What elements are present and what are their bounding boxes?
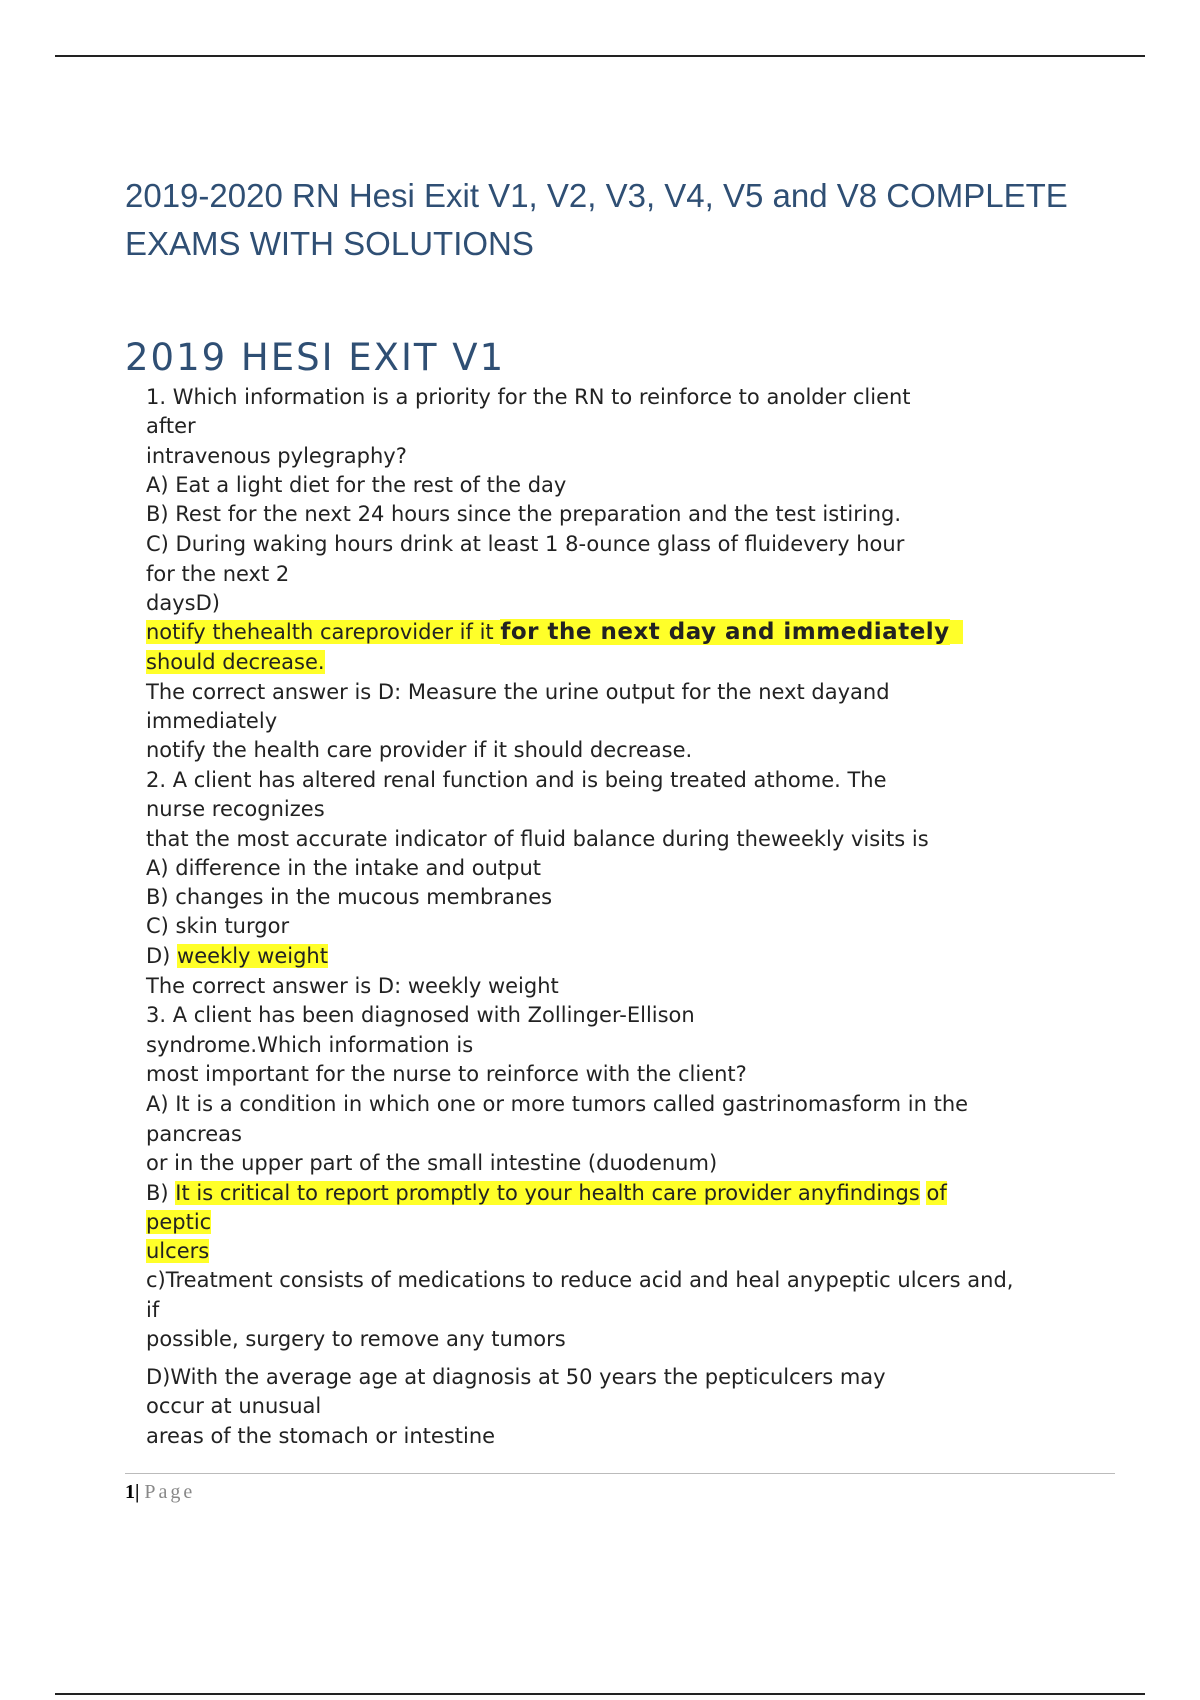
- question-3-option-a-cont: or in the upper part of the small intestine (duodenum): [146, 1151, 718, 1175]
- question-3-stem-cont: most important for the nurse to reinforce with the client?: [146, 1062, 747, 1086]
- question-1-stem: 1. Which information is a priority for the RN to reinforce to anolder client: [146, 385, 911, 409]
- highlighted-text: notify the: [146, 620, 247, 644]
- highlighted-text: peptic: [146, 1210, 212, 1234]
- question-2-option-c: C) skin turgor: [146, 914, 290, 938]
- question-2-answer: The correct answer is D: weekly weight: [146, 974, 559, 998]
- question-3-option-a-cont: pancreas: [146, 1122, 242, 1146]
- footer-rule: [125, 1473, 1115, 1474]
- option-label: B): [146, 1181, 176, 1205]
- question-1-option-d-cont: [146, 648, 325, 677]
- question-3-option-c-cont: possible, surgery to remove any tumors: [146, 1327, 566, 1351]
- question-3-option-a: A) It is a condition in which one or more tumors called gastrinomasform in the: [146, 1092, 969, 1116]
- question-3-option-b-cont: [146, 1208, 211, 1237]
- question-3-stem: 3. A client has been diagnosed with Zollinger-Ellison: [146, 1003, 695, 1027]
- page-separator: |: [135, 1481, 140, 1503]
- question-1-option-c: C) During waking hours drink at least 1 8-ounce glass of fluidevery hour: [146, 532, 905, 556]
- page-footer: [125, 1478, 195, 1506]
- question-1-option-c-cont: for the next 2: [146, 562, 290, 586]
- highlighted-text: provider if it: [365, 620, 501, 644]
- question-3-option-d: D)With the average age at diagnosis at 50 years the pepticulcers may: [146, 1365, 886, 1389]
- highlight-padding: [950, 620, 963, 644]
- question-2-stem-cont: that the most accurate indicator of fluid balance during theweekly visits is: [146, 827, 929, 851]
- highlighted-text: should decrease.: [146, 650, 325, 674]
- question-1-answer: The correct answer is D: Measure the urine output for the next dayand: [146, 680, 890, 704]
- question-3-option-b: [146, 1179, 947, 1208]
- page-number: 1: [125, 1481, 135, 1503]
- question-1-option-b: B) Rest for the next 24 hours since the preparation and the test istiring.: [146, 502, 902, 526]
- question-1-option-d-highlighted: [146, 618, 963, 647]
- highlighted-bold-text: for the next day and immediately: [500, 619, 950, 645]
- bottom-rule: [55, 1693, 1145, 1695]
- highlighted-text: It is critical to report promptly to your health care provider anyfindings: [175, 1181, 920, 1205]
- question-1-answer-cont: immediately: [146, 709, 278, 733]
- question-2-stem: 2. A client has altered renal function and is being treated athome. The: [146, 768, 887, 792]
- question-3-option-c-cont: if: [146, 1298, 160, 1322]
- highlighted-text: health care: [246, 620, 366, 644]
- highlighted-text: weekly weight: [177, 944, 328, 968]
- document-title: 2019-2020 RN Hesi Exit V1, V2, V3, V4, V5 and V8 COMPLETE EXAMS WITH SOLUTIONS: [125, 177, 1068, 262]
- page-label: Page: [144, 1481, 196, 1503]
- question-2-option-b: B) changes in the mucous membranes: [146, 885, 553, 909]
- option-label: D): [146, 944, 178, 968]
- question-2-option-a: A) difference in the intake and output: [146, 856, 541, 880]
- question-1-stem-cont: after: [146, 414, 196, 438]
- question-1-answer-cont: notify the health care provider if it should decrease.: [146, 738, 693, 762]
- highlighted-text: of: [926, 1181, 947, 1205]
- question-3-option-c: c)Treatment consists of medications to reduce acid and heal anypeptic ulcers and,: [146, 1268, 1014, 1292]
- question-3-option-d-cont: occur at unusual: [146, 1394, 322, 1418]
- question-2-stem-cont: nurse recognizes: [146, 797, 325, 821]
- question-1-option-d-label: daysD): [146, 591, 220, 615]
- top-rule: [55, 55, 1145, 57]
- question-3-option-d-cont: areas of the stomach or intestine: [146, 1424, 496, 1448]
- question-1-option-a: A) Eat a light diet for the rest of the day: [146, 473, 567, 497]
- question-2-option-d: [146, 942, 328, 971]
- question-3-stem-cont: syndrome.Which information is: [146, 1033, 474, 1057]
- section-heading: 2019 HESI EXIT V1: [125, 336, 506, 379]
- highlighted-text: ulcers: [146, 1239, 210, 1263]
- question-1-stem-cont: intravenous pylegraphy?: [146, 444, 407, 468]
- question-3-option-b-cont: [146, 1237, 209, 1266]
